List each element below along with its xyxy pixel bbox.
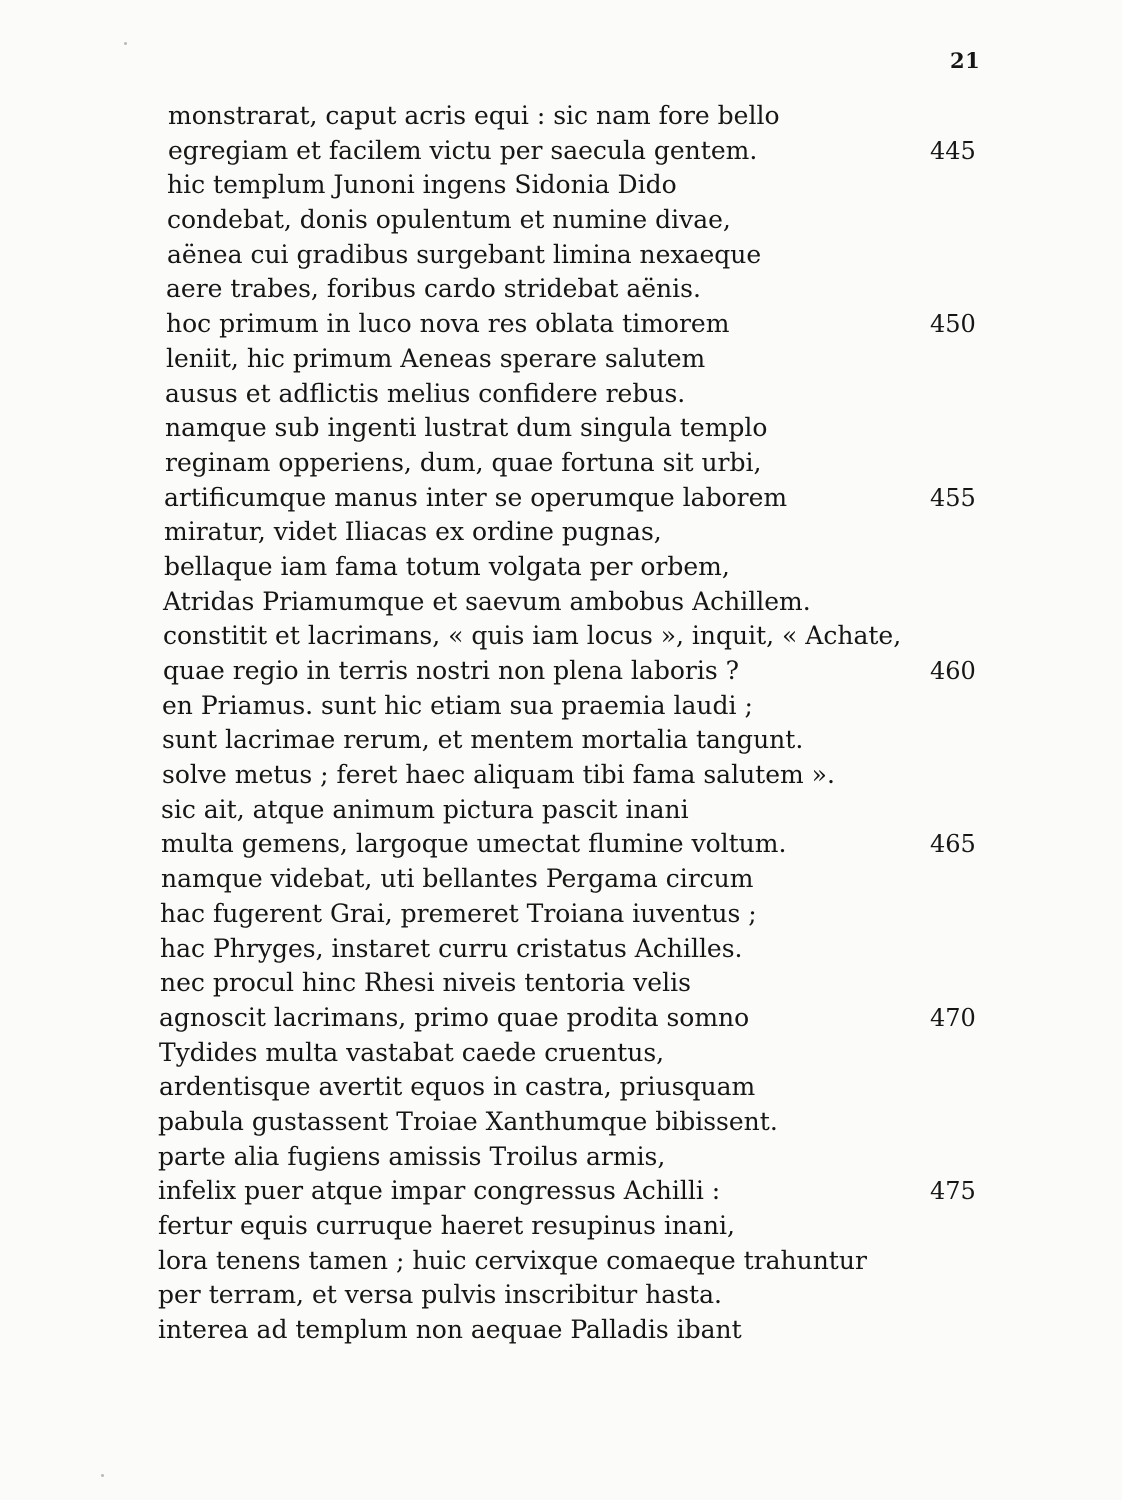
verse-line	[0, 1244, 1122, 1279]
verse-text: fertur equis curruque haeret resupinus inani,	[158, 1211, 735, 1240]
line-number: 460	[930, 657, 976, 685]
verse-text: lora tenens tamen ; huic cervixque comaeque trahuntur	[158, 1245, 867, 1275]
verse-text: hic templum Junoni ingens Sidonia Dido	[167, 170, 677, 200]
verse-line	[0, 1001, 1122, 1036]
verse-text: condebat, donis opulentum et numine divae,	[167, 205, 731, 235]
verse-line	[0, 1070, 1122, 1105]
verse-line	[0, 168, 1122, 203]
verse-line	[0, 342, 1122, 377]
verse-text: hac fugerent Grai, premeret Troiana iuventus ;	[160, 898, 757, 928]
verse-text: Atridas Priamumque et saevum ambobus Achillem.	[163, 586, 811, 616]
verse-line	[0, 1209, 1122, 1244]
verse-line	[0, 377, 1122, 412]
verse-line	[0, 1313, 1122, 1348]
verse-line	[0, 932, 1122, 967]
verse-line	[0, 827, 1122, 862]
verse-line	[0, 1036, 1122, 1071]
verse-line	[0, 723, 1122, 758]
verse-line	[0, 897, 1122, 932]
verse-text: monstrarat, caput acris equi : sic nam fore bello	[168, 101, 780, 130]
verse-line	[0, 446, 1122, 481]
paper-speck	[101, 1474, 104, 1477]
verse-text: reginam opperiens, dum, quae fortuna sit urbi,	[165, 447, 762, 477]
line-number: 450	[930, 310, 976, 339]
verse-text: infelix puer atque impar congressus Achilli :	[158, 1176, 721, 1206]
verse-line	[0, 619, 1122, 654]
verse-text: constitit et lacrimans, « quis iam locus », inquit, « Achate,	[163, 621, 902, 651]
verse-text: agnoscit lacrimans, primo quae prodita somno	[159, 1002, 750, 1032]
verse-text: pabula gustassent Troiae Xanthumque bibissent.	[158, 1106, 778, 1136]
verse-text: namque sub ingenti lustrat dum singula templo	[165, 413, 768, 443]
verse-line	[0, 550, 1122, 585]
line-number: 445	[930, 136, 976, 165]
verse-line	[0, 238, 1122, 273]
verse-line	[0, 793, 1122, 828]
verse-text: egregiam et facilem victu per saecula gentem.	[168, 135, 758, 165]
verse-line	[0, 515, 1122, 550]
verse-block	[0, 99, 1122, 1348]
verse-line	[0, 689, 1122, 724]
verse-text: solve metus ; feret haec aliquam tibi fama salutem ».	[162, 760, 835, 790]
verse-text: parte alia fugiens amissis Troilus armis,	[158, 1141, 666, 1171]
verse-line	[0, 966, 1122, 1001]
verse-text: ardentisque avertit equos in castra, priusquam	[159, 1072, 756, 1102]
verse-line	[0, 585, 1122, 620]
verse-text: aere trabes, foribus cardo stridebat aënis.	[166, 274, 701, 304]
verse-line	[0, 203, 1122, 238]
verse-text: sic ait, atque animum pictura pascit inani	[161, 794, 689, 824]
line-number: 465	[930, 830, 976, 859]
verse-line	[0, 1278, 1122, 1313]
line-number: 455	[930, 483, 976, 512]
verse-line	[0, 1174, 1122, 1209]
verse-text: bellaque iam fama totum volgata per orbem,	[164, 551, 730, 581]
verse-text: miratur, videt Iliacas ex ordine pugnas,	[164, 517, 662, 547]
verse-text: multa gemens, largoque umectat flumine voltum.	[161, 829, 787, 859]
verse-line	[0, 1140, 1122, 1175]
verse-text: aënea cui gradibus surgebant limina nexaeque	[167, 239, 762, 269]
verse-text: quae regio in terris nostri non plena laboris ?	[163, 656, 740, 685]
verse-text: en Priamus. sunt hic etiam sua praemia laudi ;	[162, 690, 753, 720]
paper-speck	[124, 42, 127, 45]
verse-text: leniit, hic primum Aeneas sperare salutem	[166, 343, 706, 373]
verse-line	[0, 411, 1122, 446]
verse-text: interea ad templum non aequae Palladis ibant	[158, 1315, 742, 1345]
verse-line	[0, 99, 1122, 134]
verse-line	[0, 654, 1122, 689]
verse-text: sunt lacrimae rerum, et mentem mortalia tangunt.	[162, 725, 804, 755]
verse-text: namque videbat, uti bellantes Pergama circum	[161, 864, 754, 894]
verse-line	[0, 862, 1122, 897]
verse-line	[0, 1105, 1122, 1140]
page-number: 21	[950, 48, 981, 73]
verse-text: Tydides multa vastabat caede cruentus,	[159, 1037, 665, 1067]
verse-text: ausus et adflictis melius confidere rebus.	[165, 378, 686, 408]
verse-line	[0, 758, 1122, 793]
verse-line	[0, 307, 1122, 342]
verse-text: nec procul hinc Rhesi niveis tentoria velis	[160, 968, 691, 998]
verse-text: hoc primum in luco nova res oblata timorem	[166, 309, 730, 339]
verse-line	[0, 272, 1122, 307]
verse-line	[0, 481, 1122, 516]
line-number: 470	[930, 1003, 976, 1032]
verse-text: per terram, et versa pulvis inscribitur hasta.	[158, 1280, 722, 1310]
verse-line	[0, 134, 1122, 169]
verse-text: hac Phryges, instaret curru cristatus Achilles.	[160, 933, 743, 963]
verse-text: artificumque manus inter se operumque laborem	[164, 482, 788, 512]
line-number: 475	[930, 1177, 976, 1206]
